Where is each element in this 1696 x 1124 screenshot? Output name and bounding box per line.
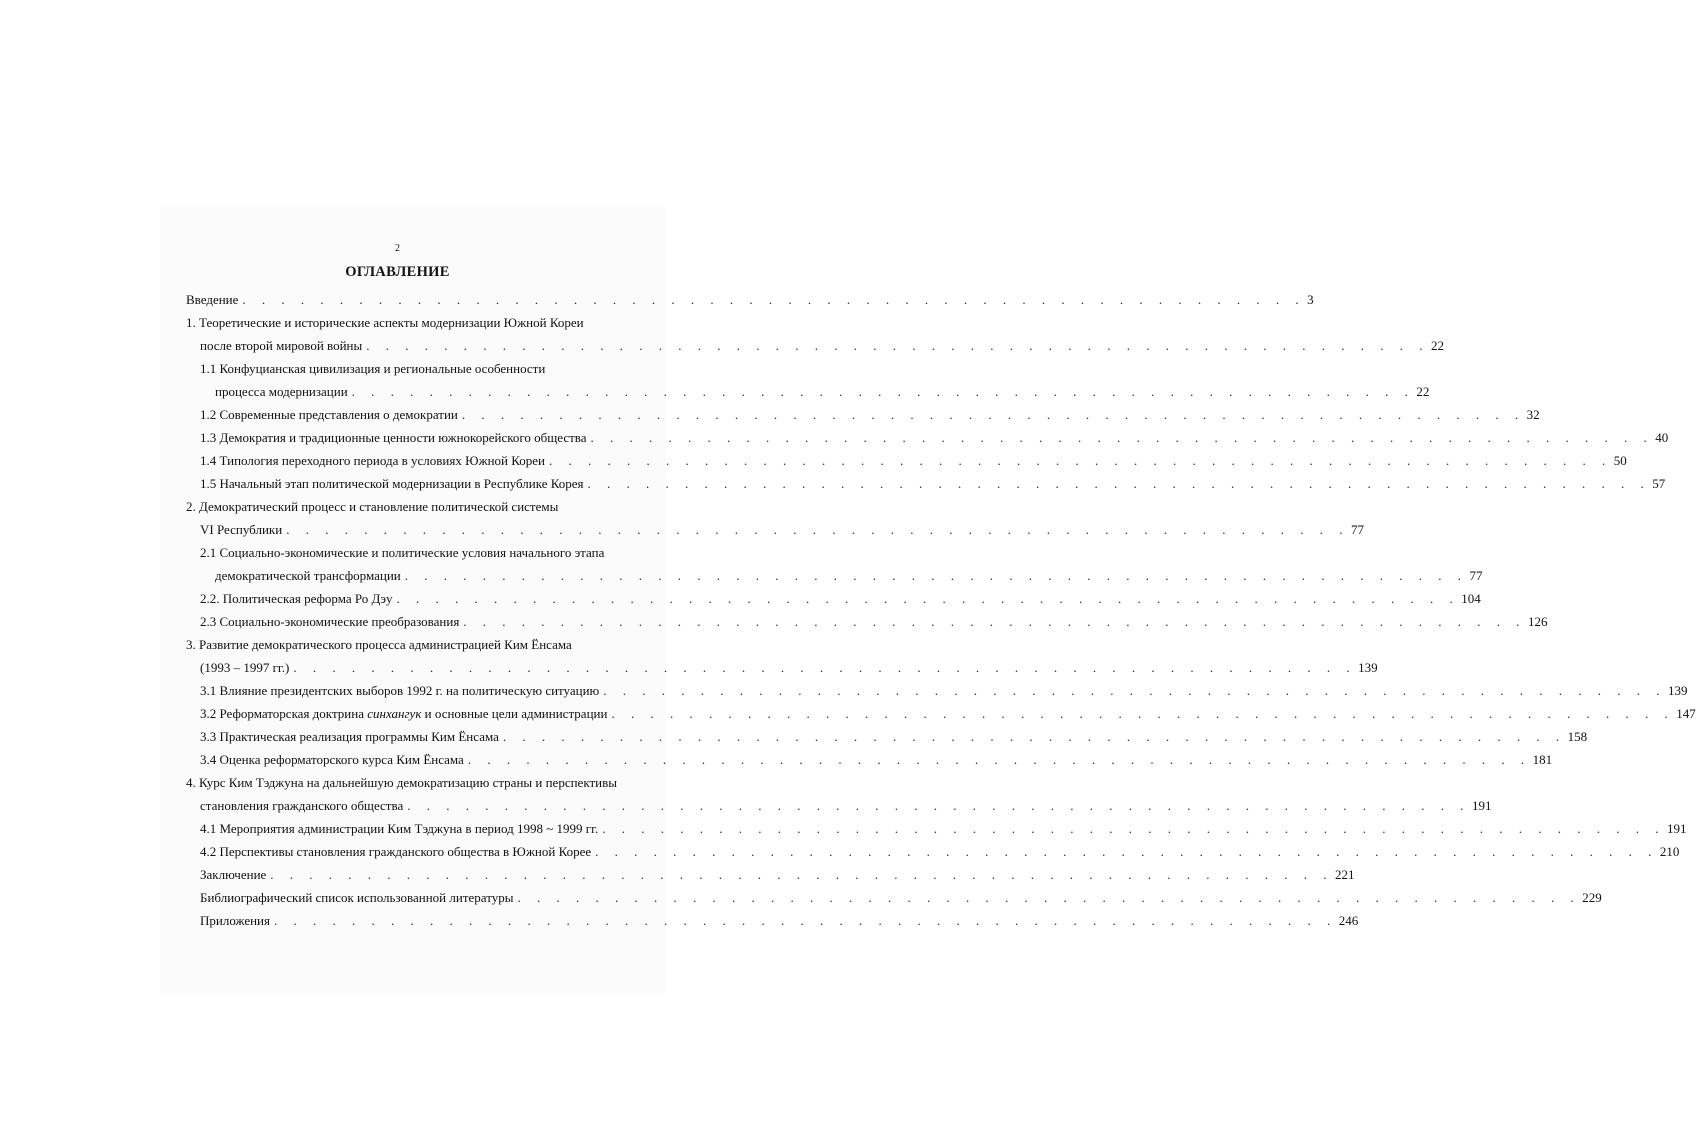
toc-label: 2.3 Социально-экономические преобразования bbox=[200, 614, 460, 629]
toc-label: 4.1 Мероприятия администрации Ким Тэджуна в период 1998 ~ 1999 гг. bbox=[200, 821, 599, 836]
toc-chapter-2-heading[interactable]: 2. Демократический процесс и становление политической системы bbox=[186, 499, 559, 514]
toc-label: Введение bbox=[186, 292, 239, 307]
leader-dots: . . . . . . . . . . . . . . . . . . . . . . . . . . . . . . . . . . . . . . . . . . . . . . . . . . . . . . . bbox=[467, 752, 1531, 767]
toc-entry-s2-3[interactable] bbox=[200, 614, 1548, 630]
leader-dots: . . . . . . . . . . . . . . . . . . . . . . . . . . . . . . . . . . . . . . . . . . . . . . . . . . . . . . . bbox=[407, 798, 1470, 813]
toc-entry-s2-1[interactable] bbox=[215, 568, 1483, 584]
toc-label: 1.4 Типология переходного периода в условиях Южной Кореи bbox=[200, 453, 545, 468]
leader-dots: . . . . . . . . . . . . . . . . . . . . . . . . . . . . . . . . . . . . . . . . . . . . . . . . . . . . . . . bbox=[396, 591, 1460, 606]
leader-dots: . . . . . . . . . . . . . . . . . . . . . . . . . . . . . . . . . . . . . . . . . . . . . . . . . . . . . . . bbox=[242, 292, 1306, 307]
leader-dots: . . . . . . . . . . . . . . . . . . . . . . . . . . . . . . . . . . . . . . . . . . . . . . . . . . . . . . . bbox=[595, 844, 1658, 859]
toc-label: демократической трансформации bbox=[215, 568, 401, 583]
toc-entry-s1-5[interactable] bbox=[200, 476, 1666, 492]
toc-label: VI Республики bbox=[200, 522, 283, 537]
leader-dots: . . . . . . . . . . . . . . . . . . . . . . . . . . . . . . . . . . . . . . . . . . . . . . . . . . . . . . . bbox=[602, 821, 1665, 836]
toc-label: (1993 – 1997 гг.) bbox=[200, 660, 290, 675]
toc-label: 2.2. Политическая реформа Ро Дэу bbox=[200, 591, 393, 606]
page-title: ОГЛАВЛЕНИЕ bbox=[345, 264, 450, 280]
toc-page: 77 bbox=[1469, 568, 1483, 583]
toc-entry-bibliography[interactable] bbox=[200, 890, 1602, 906]
page-number: 2 bbox=[395, 243, 400, 254]
toc-label: 1.2 Современные представления о демократии bbox=[200, 407, 458, 422]
toc-entry-s1-3[interactable] bbox=[200, 430, 1669, 446]
leader-dots: . . . . . . . . . . . . . . . . . . . . . . . . . . . . . . . . . . . . . . . . . . . . . . . . . . . . . . . bbox=[548, 453, 1612, 468]
toc-label: после второй мировой войны bbox=[200, 338, 363, 353]
toc-page: 139 bbox=[1668, 683, 1688, 698]
toc-page: 181 bbox=[1532, 752, 1553, 767]
toc-label: 1.5 Начальный этап политической модернизации в Республике Корея bbox=[200, 476, 584, 491]
leader-dots: . . . . . . . . . . . . . . . . . . . . . . . . . . . . . . . . . . . . . . . . . . . . . . . . . . . . . . . bbox=[404, 568, 1468, 583]
leader-dots: . . . . . . . . . . . . . . . . . . . . . . . . . . . . . . . . . . . . . . . . . . . . . . . . . . . . . . . bbox=[590, 430, 1654, 445]
toc-entry-s4-1[interactable] bbox=[200, 821, 1687, 837]
toc-page: 3 bbox=[1307, 292, 1314, 307]
toc-label-part: 3.2 Реформаторская доктрина bbox=[200, 706, 368, 721]
toc-entry-ch2[interactable] bbox=[200, 522, 1364, 538]
toc-entry-s4-2[interactable] bbox=[200, 844, 1680, 860]
toc-label: Приложения bbox=[200, 913, 270, 928]
leader-dots: . . . . . . . . . . . . . . . . . . . . . . . . . . . . . . . . . . . . . . . . . . . . . . . . . . . . . . . bbox=[351, 384, 1415, 399]
toc-chapter-4-heading[interactable]: 4. Курс Ким Тэджуна на дальнейшую демократизацию страны и перспективы bbox=[186, 775, 617, 790]
toc-page: 229 bbox=[1582, 890, 1602, 905]
toc-page: 40 bbox=[1655, 430, 1669, 445]
toc-page: 50 bbox=[1613, 453, 1627, 468]
toc-section-2-1-heading[interactable]: 2.1 Социально-экономические и политические условия начального этапа bbox=[200, 545, 605, 560]
toc-label bbox=[200, 706, 607, 722]
toc-page: 22 bbox=[1416, 384, 1430, 399]
toc-entry-appendix[interactable] bbox=[200, 913, 1359, 929]
leader-dots: . . . . . . . . . . . . . . . . . . . . . . . . . . . . . . . . . . . . . . . . . . . . . . . . . . . . . . . bbox=[517, 890, 1581, 905]
toc-label: процесса модернизации bbox=[215, 384, 348, 399]
toc-page: 22 bbox=[1430, 338, 1444, 353]
toc-page: 32 bbox=[1526, 407, 1540, 422]
toc-label: 3.1 Влияние президентских выборов 1992 г. на политическую ситуацию bbox=[200, 683, 600, 698]
toc-page: 147 bbox=[1676, 706, 1696, 721]
leader-dots: . . . . . . . . . . . . . . . . . . . . . . . . . . . . . . . . . . . . . . . . . . . . . . . . . . . . . . . bbox=[461, 407, 1525, 422]
toc-page: 191 bbox=[1666, 821, 1687, 836]
toc-page: 158 bbox=[1567, 729, 1588, 744]
toc-page: 139 bbox=[1358, 660, 1378, 675]
toc-chapter-3-heading[interactable]: 3. Развитие демократического процесса администрацией Ким Ёнсама bbox=[186, 637, 572, 652]
toc-label: Заключение bbox=[200, 867, 267, 882]
leader-dots: . . . . . . . . . . . . . . . . . . . . . . . . . . . . . . . . . . . . . . . . . . . . . . . . . . . . . . . bbox=[286, 522, 1349, 537]
toc-page: 221 bbox=[1335, 867, 1355, 882]
toc-entry-ch3[interactable] bbox=[200, 660, 1378, 676]
toc-entry-intro[interactable] bbox=[186, 292, 1314, 308]
toc-entry-ch1[interactable] bbox=[200, 338, 1444, 354]
leader-dots: . . . . . . . . . . . . . . . . . . . . . . . . . . . . . . . . . . . . . . . . . . . . . . . . . . . . . . . bbox=[502, 729, 1566, 744]
toc-entry-s3-4[interactable] bbox=[200, 752, 1553, 768]
toc-label: 3.3 Практическая реализация программы Ким Ёнсама bbox=[200, 729, 499, 744]
toc-entry-s1-4[interactable] bbox=[200, 453, 1627, 469]
toc-page: 104 bbox=[1461, 591, 1481, 606]
toc-entry-s2-2[interactable] bbox=[200, 591, 1481, 607]
leader-dots: . . . . . . . . . . . . . . . . . . . . . . . . . . . . . . . . . . . . . . . . . . . . . . . . . . . . . . . bbox=[603, 683, 1667, 698]
leader-dots: . . . . . . . . . . . . . . . . . . . . . . . . . . . . . . . . . . . . . . . . . . . . . . . . . . . . . . . bbox=[273, 913, 1337, 928]
toc-chapter-1-heading[interactable]: 1. Теоретические и исторические аспекты модернизации Южной Кореи bbox=[186, 315, 584, 330]
toc-label: 1.3 Демократия и традиционные ценности южнокорейского общества bbox=[200, 430, 587, 445]
leader-dots: . . . . . . . . . . . . . . . . . . . . . . . . . . . . . . . . . . . . . . . . . . . . . . . . . . . . . . . bbox=[293, 660, 1357, 675]
toc-page: 57 bbox=[1652, 476, 1666, 491]
toc-entry-conclusion[interactable] bbox=[200, 867, 1355, 883]
leader-dots: . . . . . . . . . . . . . . . . . . . . . . . . . . . . . . . . . . . . . . . . . . . . . . . . . . . . . . . bbox=[463, 614, 1527, 629]
toc-label-italic: синхангук bbox=[367, 706, 422, 721]
leader-dots: . . . . . . . . . . . . . . . . . . . . . . . . . . . . . . . . . . . . . . . . . . . . . . . . . . . . . . . bbox=[611, 706, 1675, 721]
toc-label: 3.4 Оценка реформаторского курса Ким Ёнсама bbox=[200, 752, 464, 767]
toc-section-1-1-heading[interactable]: 1.1 Конфуцианская цивилизация и региональные особенности bbox=[200, 361, 546, 376]
toc-label: 4.2 Перспективы становления гражданского общества в Южной Корее bbox=[200, 844, 592, 859]
leader-dots: . . . . . . . . . . . . . . . . . . . . . . . . . . . . . . . . . . . . . . . . . . . . . . . . . . . . . . . bbox=[587, 476, 1651, 491]
toc-page: 191 bbox=[1471, 798, 1492, 813]
leader-dots: . . . . . . . . . . . . . . . . . . . . . . . . . . . . . . . . . . . . . . . . . . . . . . . . . . . . . . . bbox=[366, 338, 1429, 353]
toc-page: 77 bbox=[1350, 522, 1364, 537]
leader-dots: . . . . . . . . . . . . . . . . . . . . . . . . . . . . . . . . . . . . . . . . . . . . . . . . . . . . . . . bbox=[270, 867, 1334, 882]
toc-entry-s3-2[interactable] bbox=[200, 706, 1696, 722]
toc-label: Библиографический список использованной литературы bbox=[200, 890, 514, 905]
toc-entry-s1-2[interactable] bbox=[200, 407, 1540, 423]
toc-label-part: и основные цели администрации bbox=[421, 706, 608, 721]
toc-entry-ch4[interactable] bbox=[200, 798, 1492, 814]
toc-page: 210 bbox=[1659, 844, 1680, 859]
toc-entry-s1-1[interactable] bbox=[215, 384, 1430, 400]
toc-page: 246 bbox=[1338, 913, 1359, 928]
toc-page: 126 bbox=[1528, 614, 1548, 629]
toc-entry-s3-3[interactable] bbox=[200, 729, 1588, 745]
toc-label: становления гражданского общества bbox=[200, 798, 404, 813]
toc-entry-s3-1[interactable] bbox=[200, 683, 1688, 699]
